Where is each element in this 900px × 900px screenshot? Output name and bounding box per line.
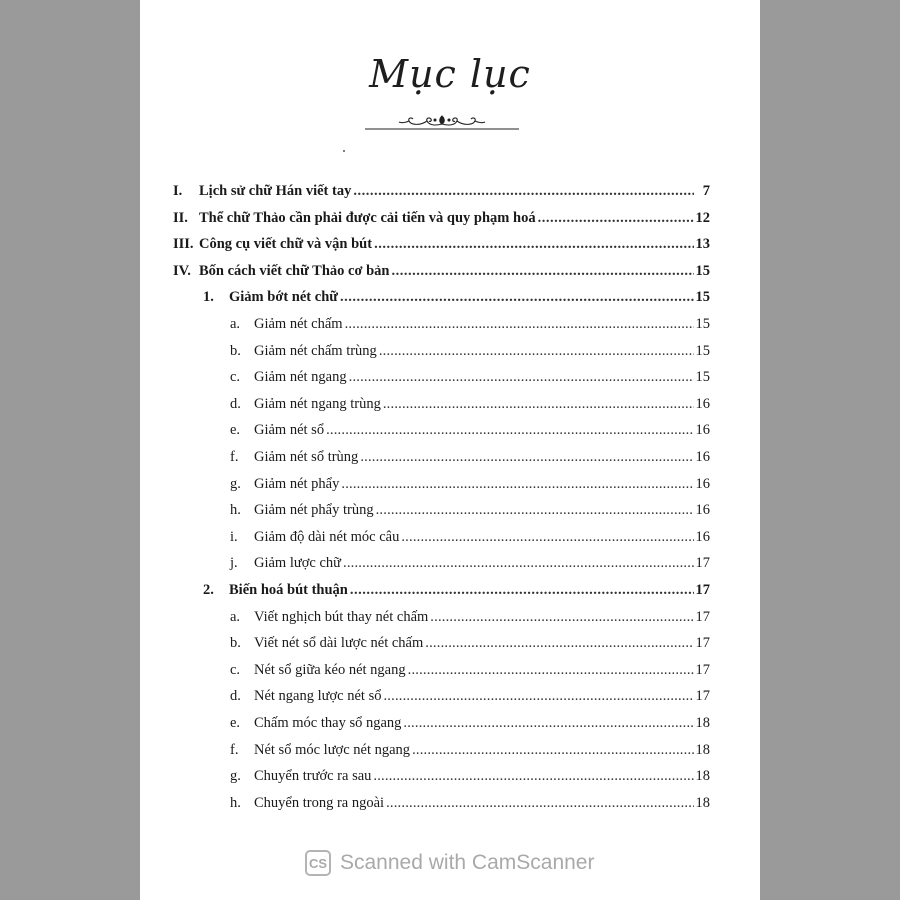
toc-dot-leader <box>383 688 693 705</box>
toc-entry <box>203 582 710 604</box>
toc-entry-label: Chuyển trong ra ngoài <box>254 794 385 811</box>
toc-entry <box>173 236 710 258</box>
toc-entry-label: Công cụ viết chữ và vận bút <box>199 236 373 253</box>
toc-entry <box>230 476 710 498</box>
toc-entry-page: 16 <box>695 502 710 519</box>
toc-entry-label: Giảm bớt nét chữ <box>229 289 338 306</box>
toc-dot-leader <box>391 263 693 280</box>
toc-entry-number: II. <box>173 209 188 226</box>
toc-entry-page: 7 <box>702 183 710 199</box>
document-page <box>140 0 760 900</box>
toc-entry <box>230 316 710 338</box>
toc-entry-number: I. <box>173 183 183 199</box>
toc-entry-number: c. <box>230 661 241 678</box>
toc-entry <box>230 555 710 577</box>
toc-entry-page: 17 <box>695 582 710 598</box>
toc-entry-label: Giảm nét sổ trùng <box>254 449 359 465</box>
toc-entry <box>230 795 710 817</box>
toc-entry <box>230 529 710 551</box>
toc-dot-leader <box>379 343 694 360</box>
toc-entry-number: b. <box>230 635 241 652</box>
toc-entry-page: 15 <box>695 289 710 306</box>
toc-entry-page: 15 <box>695 316 710 332</box>
toc-entry <box>230 369 710 391</box>
toc-entry-number: e. <box>230 422 241 439</box>
toc-entry-label: Giảm nét chấm trùng <box>254 342 377 359</box>
toc-entry <box>173 183 710 205</box>
toc-entry-label: Giảm nét phẩy <box>254 475 340 492</box>
toc-entry-number: j. <box>230 555 238 572</box>
toc-entry-number: g. <box>230 475 241 492</box>
toc-entry-label: Giảm nét ngang trùng <box>254 395 381 412</box>
toc-entry-number: h. <box>230 794 241 811</box>
toc-entry <box>173 263 710 285</box>
toc-dot-leader <box>412 742 693 759</box>
toc-entry-label: Nét sổ móc lược nét ngang <box>254 741 411 758</box>
toc-entry-page: 18 <box>695 741 710 758</box>
toc-dot-leader <box>425 635 693 652</box>
toc-entry-label: Giảm lược chữ <box>254 555 341 572</box>
toc-entry-number: a. <box>230 608 241 625</box>
scanner-watermark <box>305 850 594 876</box>
toc-entry <box>230 422 710 444</box>
toc-dot-leader <box>430 609 693 626</box>
toc-entry <box>230 449 710 471</box>
toc-entry-page: 15 <box>695 342 710 359</box>
toc-entry-label: Chấm móc thay sổ ngang <box>254 715 402 731</box>
toc-entry-page: 17 <box>695 635 710 652</box>
toc-entry-page: 18 <box>695 715 710 731</box>
toc-entry-page: 17 <box>695 688 710 705</box>
toc-entry-number: e. <box>230 715 241 731</box>
toc-entry-number: g. <box>230 768 241 785</box>
toc-entry-label: Bốn cách viết chữ Thảo cơ bản <box>199 262 390 279</box>
camscanner-logo-icon: CS <box>305 850 331 876</box>
toc-entry-number: a. <box>230 316 241 332</box>
toc-entry-label: Giảm nét phẩy trùng <box>254 502 374 519</box>
toc-entry-number: d. <box>230 395 241 412</box>
toc-entry-label: Viết nét sổ dài lược nét chấm <box>254 635 424 652</box>
toc-dot-leader <box>401 529 693 546</box>
toc-entry-number: IV. <box>173 262 191 279</box>
toc-entry-number: 2. <box>203 582 214 598</box>
toc-entry-label: Giảm nét chấm <box>254 316 343 332</box>
toc-entry <box>230 742 710 764</box>
toc-entry-page: 15 <box>695 262 710 279</box>
toc-entry-page: 16 <box>695 395 710 412</box>
toc-entry-label: Nét sổ giữa kéo nét ngang <box>254 661 406 678</box>
toc-entry <box>230 396 710 418</box>
toc-entry-page: 16 <box>695 449 710 465</box>
toc-entry-label: Lịch sử chữ Hán viết tay <box>199 183 352 199</box>
toc-entry-page: 15 <box>695 369 710 386</box>
page-title: Mục lục <box>369 52 531 96</box>
toc-dot-leader <box>341 476 693 493</box>
toc-dot-leader <box>386 795 693 812</box>
toc-entry <box>173 210 710 232</box>
toc-entry <box>230 715 710 737</box>
toc-entry-number: h. <box>230 502 241 519</box>
toc-entry-number: f. <box>230 741 239 758</box>
toc-entry <box>230 635 710 657</box>
toc-entry-number: c. <box>230 369 241 386</box>
toc-entry-label: Giảm nét sổ <box>254 422 325 439</box>
toc-entry <box>230 609 710 631</box>
toc-entry <box>203 289 710 311</box>
toc-entry-label: Nét ngang lược nét sổ <box>254 688 382 705</box>
toc-entry-page: 16 <box>695 422 710 439</box>
toc-dot-leader <box>383 396 694 413</box>
toc-entry-number: b. <box>230 342 241 359</box>
toc-dot-leader <box>343 555 694 572</box>
toc-entry-page: 18 <box>695 768 710 785</box>
toc-dot-leader <box>403 715 693 732</box>
toc-dot-leader <box>326 422 693 439</box>
toc-entry-page: 17 <box>695 555 710 572</box>
watermark-text: Scanned with CamScanner <box>340 851 595 874</box>
toc-entry-label: Biến hoá bút thuận <box>229 582 348 598</box>
toc-entry <box>230 662 710 684</box>
toc-entry-page: 16 <box>695 528 710 545</box>
toc-entry <box>230 502 710 524</box>
toc-entry-page: 17 <box>695 661 710 678</box>
toc-entry-page: 12 <box>695 209 710 226</box>
toc-entry-number: III. <box>173 236 194 253</box>
toc-dot-leader <box>349 369 694 386</box>
toc-dot-leader <box>408 662 694 679</box>
toc-dot-leader <box>538 210 694 227</box>
toc-entry <box>230 688 710 710</box>
toc-dot-leader <box>353 183 694 200</box>
toc-dot-leader <box>374 236 693 253</box>
toc-entry-label: Thể chữ Thảo cần phải được cải tiến và quy phạm hoá <box>199 209 536 226</box>
toc-entry-number: 1. <box>203 289 214 306</box>
toc-entry <box>230 343 710 365</box>
toc-entry-label: Viết nghịch bút thay nét chấm <box>254 608 429 625</box>
toc-entry <box>230 768 710 790</box>
toc-dot-leader <box>376 502 694 519</box>
toc-entry-number: i. <box>230 528 238 545</box>
toc-dot-leader <box>360 449 693 466</box>
toc-dot-leader <box>345 316 694 333</box>
toc-entry-page: 17 <box>695 608 710 625</box>
toc-entry-label: Giảm nét ngang <box>254 369 347 386</box>
toc-entry-page: 16 <box>695 475 710 492</box>
table-of-contents <box>140 0 760 900</box>
toc-dot-leader <box>340 289 694 306</box>
toc-entry-page: 18 <box>695 794 710 811</box>
toc-entry-number: d. <box>230 688 241 705</box>
toc-dot-leader <box>350 582 694 599</box>
toc-entry-page: 13 <box>695 236 710 253</box>
toc-dot-leader <box>373 768 693 785</box>
toc-entry-number: f. <box>230 449 239 465</box>
toc-entry-label: Chuyển trước ra sau <box>254 768 372 785</box>
toc-entry-label: Giảm độ dài nét móc câu <box>254 528 400 545</box>
